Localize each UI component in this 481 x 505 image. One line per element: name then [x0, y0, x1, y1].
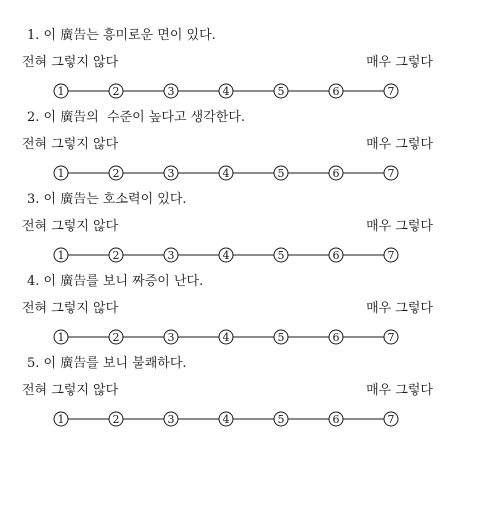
option-number: 3 [167, 167, 175, 180]
scale-option-1[interactable] [54, 248, 68, 262]
likert-scale [0, 80, 481, 102]
option-number: 6 [332, 249, 340, 262]
scale-option-4[interactable] [219, 248, 233, 262]
scale-option-3[interactable] [164, 412, 178, 426]
scale-left-anchor: 전혀 그렇지 않다 [22, 301, 119, 316]
likert-scale-graphic [0, 80, 481, 102]
option-number: 7 [387, 85, 395, 98]
question-text: 4. 이 廣告를 보니 짜증이 난다. [27, 274, 204, 289]
scale-option-2[interactable] [109, 330, 123, 344]
question-item-4 [0, 274, 481, 356]
scale-option-5[interactable] [274, 248, 288, 262]
likert-scale [0, 326, 481, 348]
option-number: 2 [112, 249, 120, 262]
option-number: 3 [167, 85, 175, 98]
scale-option-7[interactable] [384, 330, 398, 344]
scale-option-7[interactable] [384, 84, 398, 98]
question-item-5 [0, 356, 481, 438]
option-number: 7 [387, 413, 395, 426]
likert-scale-graphic [0, 408, 481, 430]
likert-scale [0, 244, 481, 266]
scale-right-anchor: 매우 그렇다 [366, 301, 433, 316]
option-number: 3 [167, 413, 175, 426]
option-number: 4 [222, 85, 230, 98]
scale-option-7[interactable] [384, 248, 398, 262]
option-number: 4 [222, 167, 230, 180]
scale-option-5[interactable] [274, 84, 288, 98]
scale-option-2[interactable] [109, 412, 123, 426]
option-number: 4 [222, 413, 230, 426]
scale-left-anchor: 전혀 그렇지 않다 [22, 137, 119, 152]
likert-scale [0, 408, 481, 430]
option-number: 1 [57, 85, 65, 98]
option-number: 5 [277, 167, 285, 180]
scale-left-anchor: 전혀 그렇지 않다 [22, 383, 119, 398]
scale-option-7[interactable] [384, 412, 398, 426]
option-number: 1 [57, 249, 65, 262]
scale-option-4[interactable] [219, 412, 233, 426]
question-item-3 [0, 192, 481, 274]
option-number: 7 [387, 331, 395, 344]
scale-option-3[interactable] [164, 84, 178, 98]
option-number: 5 [277, 249, 285, 262]
question-text: 5. 이 廣告를 보니 불쾌하다. [27, 356, 187, 371]
likert-scale-graphic [0, 162, 481, 184]
option-number: 6 [332, 85, 340, 98]
scale-option-1[interactable] [54, 166, 68, 180]
scale-option-6[interactable] [329, 84, 343, 98]
scale-option-1[interactable] [54, 84, 68, 98]
likert-scale-graphic [0, 244, 481, 266]
option-number: 5 [277, 85, 285, 98]
option-number: 4 [222, 331, 230, 344]
scale-option-2[interactable] [109, 166, 123, 180]
scale-option-6[interactable] [329, 166, 343, 180]
scale-option-4[interactable] [219, 330, 233, 344]
question-text: 3. 이 廣告는 호소력이 있다. [27, 192, 187, 207]
option-number: 1 [57, 167, 65, 180]
scale-option-4[interactable] [219, 166, 233, 180]
option-number: 2 [112, 167, 120, 180]
option-number: 5 [277, 413, 285, 426]
scale-option-5[interactable] [274, 166, 288, 180]
scale-option-1[interactable] [54, 412, 68, 426]
scale-option-5[interactable] [274, 412, 288, 426]
scale-left-anchor: 전혀 그렇지 않다 [22, 55, 119, 70]
scale-option-2[interactable] [109, 248, 123, 262]
question-text: 1. 이 廣告는 흥미로운 면이 있다. [27, 28, 216, 43]
option-number: 2 [112, 331, 120, 344]
scale-right-anchor: 매우 그렇다 [366, 137, 433, 152]
likert-scale [0, 162, 481, 184]
scale-option-6[interactable] [329, 412, 343, 426]
scale-option-2[interactable] [109, 84, 123, 98]
scale-option-5[interactable] [274, 330, 288, 344]
option-number: 5 [277, 331, 285, 344]
scale-option-1[interactable] [54, 330, 68, 344]
question-item-2 [0, 110, 481, 192]
option-number: 4 [222, 249, 230, 262]
scale-right-anchor: 매우 그렇다 [366, 55, 433, 70]
scale-option-4[interactable] [219, 84, 233, 98]
option-number: 1 [57, 413, 65, 426]
option-number: 2 [112, 413, 120, 426]
option-number: 6 [332, 331, 340, 344]
question-text: 2. 이 廣告의 수준이 높다고 생각한다. [27, 110, 246, 125]
option-number: 3 [167, 331, 175, 344]
question-item-1 [0, 28, 481, 110]
option-number: 1 [57, 331, 65, 344]
option-number: 7 [387, 249, 395, 262]
scale-option-6[interactable] [329, 330, 343, 344]
option-number: 2 [112, 85, 120, 98]
scale-option-7[interactable] [384, 166, 398, 180]
option-number: 3 [167, 249, 175, 262]
likert-scale-graphic [0, 326, 481, 348]
scale-option-3[interactable] [164, 166, 178, 180]
scale-option-6[interactable] [329, 248, 343, 262]
scale-left-anchor: 전혀 그렇지 않다 [22, 219, 119, 234]
option-number: 7 [387, 167, 395, 180]
scale-option-3[interactable] [164, 330, 178, 344]
option-number: 6 [332, 413, 340, 426]
option-number: 6 [332, 167, 340, 180]
scale-option-3[interactable] [164, 248, 178, 262]
scale-right-anchor: 매우 그렇다 [366, 383, 433, 398]
scale-right-anchor: 매우 그렇다 [366, 219, 433, 234]
